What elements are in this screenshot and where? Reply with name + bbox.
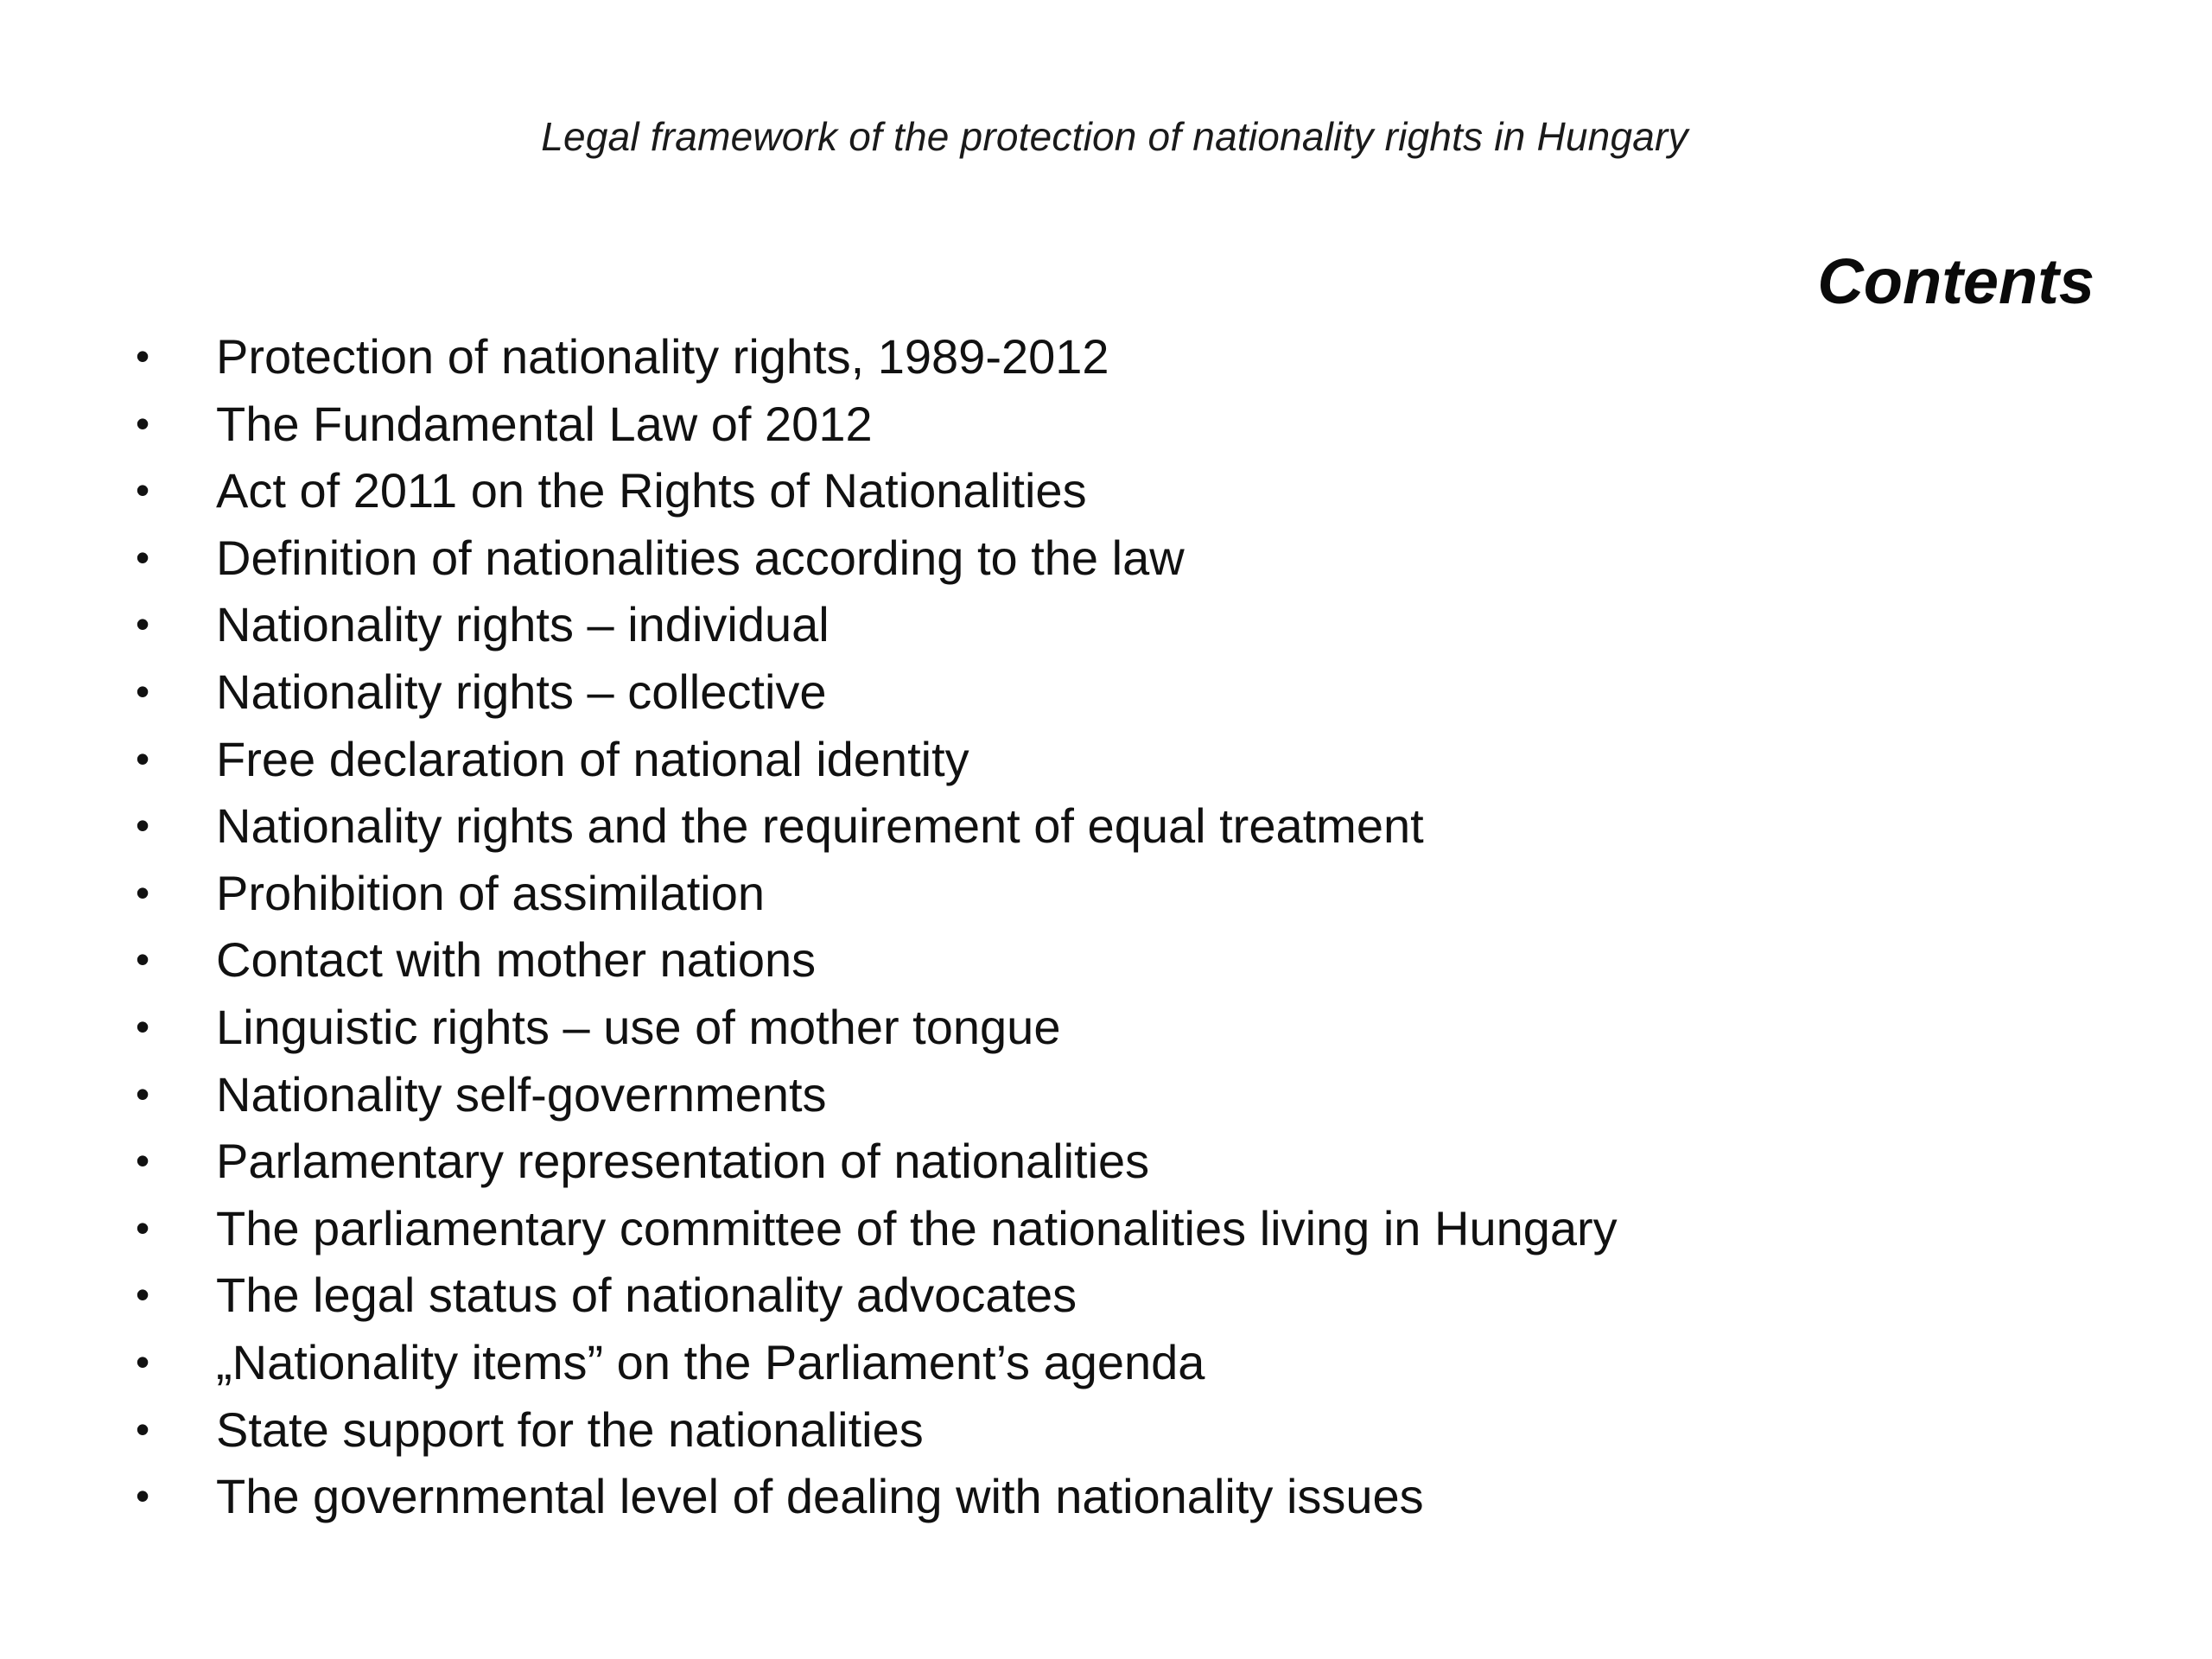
list-item-text: Parlamentary representation of nationalities (216, 1134, 1150, 1189)
bullet-icon: • (135, 1003, 150, 1049)
list-item-text: „Nationality items” on the Parliament’s agenda (216, 1334, 1205, 1389)
list-item-text: Nationality self-governments (216, 1066, 827, 1122)
bullet-icon: • (135, 803, 150, 849)
list-item-text: Nationality rights and the requirement of equal treatment (216, 798, 1424, 854)
list-item (130, 860, 2117, 927)
bullet-icon: • (135, 1272, 150, 1318)
list-item-text: Nationality rights – individual (216, 597, 830, 652)
list-item-text: The legal status of nationality advocates (216, 1268, 1077, 1323)
slide-subtitle: Legal framework of the protection of nationality rights in Hungary (541, 114, 1688, 159)
list-item-text: Definition of nationalities according to the law (216, 530, 1185, 585)
list-item (130, 1463, 2117, 1530)
bullet-icon: • (135, 1071, 150, 1116)
list-item-text: Contact with mother nations (216, 932, 817, 988)
list-item-text: State support for the nationalities (216, 1402, 924, 1457)
bullet-icon: • (135, 1205, 150, 1250)
list-item (130, 926, 2117, 994)
list-item (130, 792, 2117, 860)
bullet-icon: • (135, 1138, 150, 1184)
list-item (130, 457, 2117, 524)
bullet-icon: • (135, 937, 150, 982)
list-item (130, 658, 2117, 726)
bullet-icon: • (135, 400, 150, 446)
bullet-icon: • (135, 1473, 150, 1519)
list-item (130, 1329, 2117, 1396)
bullet-icon: • (135, 869, 150, 915)
list-item (130, 391, 2117, 458)
list-item-text: The Fundamental Law of 2012 (216, 396, 873, 451)
bullet-icon: • (135, 534, 150, 580)
bullet-icon: • (135, 467, 150, 513)
list-item (130, 323, 2117, 391)
list-item-text: Linguistic rights – use of mother tongue (216, 999, 1061, 1054)
list-item-text: Prohibition of assimilation (216, 865, 765, 920)
list-item-text: Protection of nationality rights, 1989-2012 (216, 329, 1109, 384)
list-item-text: The governmental level of dealing with nationality issues (216, 1469, 1424, 1524)
bullet-icon: • (135, 1406, 150, 1452)
bullet-icon: • (135, 334, 150, 378)
bullet-icon: • (135, 1338, 150, 1384)
list-item (130, 1128, 2117, 1195)
list-item (130, 994, 2117, 1061)
list-item-text: Free declaration of national identity (216, 731, 969, 786)
bullet-icon: • (135, 601, 150, 647)
list-item (130, 591, 2117, 658)
list-item-text: The parliamentary committee of the nationalities living in Hungary (216, 1200, 1618, 1255)
list-item (130, 1195, 2117, 1262)
list-item-text: Nationality rights – collective (216, 664, 827, 719)
list-item (130, 1262, 2117, 1329)
list-item (130, 1061, 2117, 1128)
list-item (130, 1396, 2117, 1464)
contents-heading: Contents (1817, 245, 2094, 317)
list-item (130, 726, 2117, 793)
list-item (130, 524, 2117, 592)
bullet-icon: • (135, 668, 150, 714)
bullet-icon: • (135, 735, 150, 781)
contents-list (130, 323, 2117, 1530)
list-item-text: Act of 2011 on the Rights of Nationalities (216, 463, 1087, 518)
